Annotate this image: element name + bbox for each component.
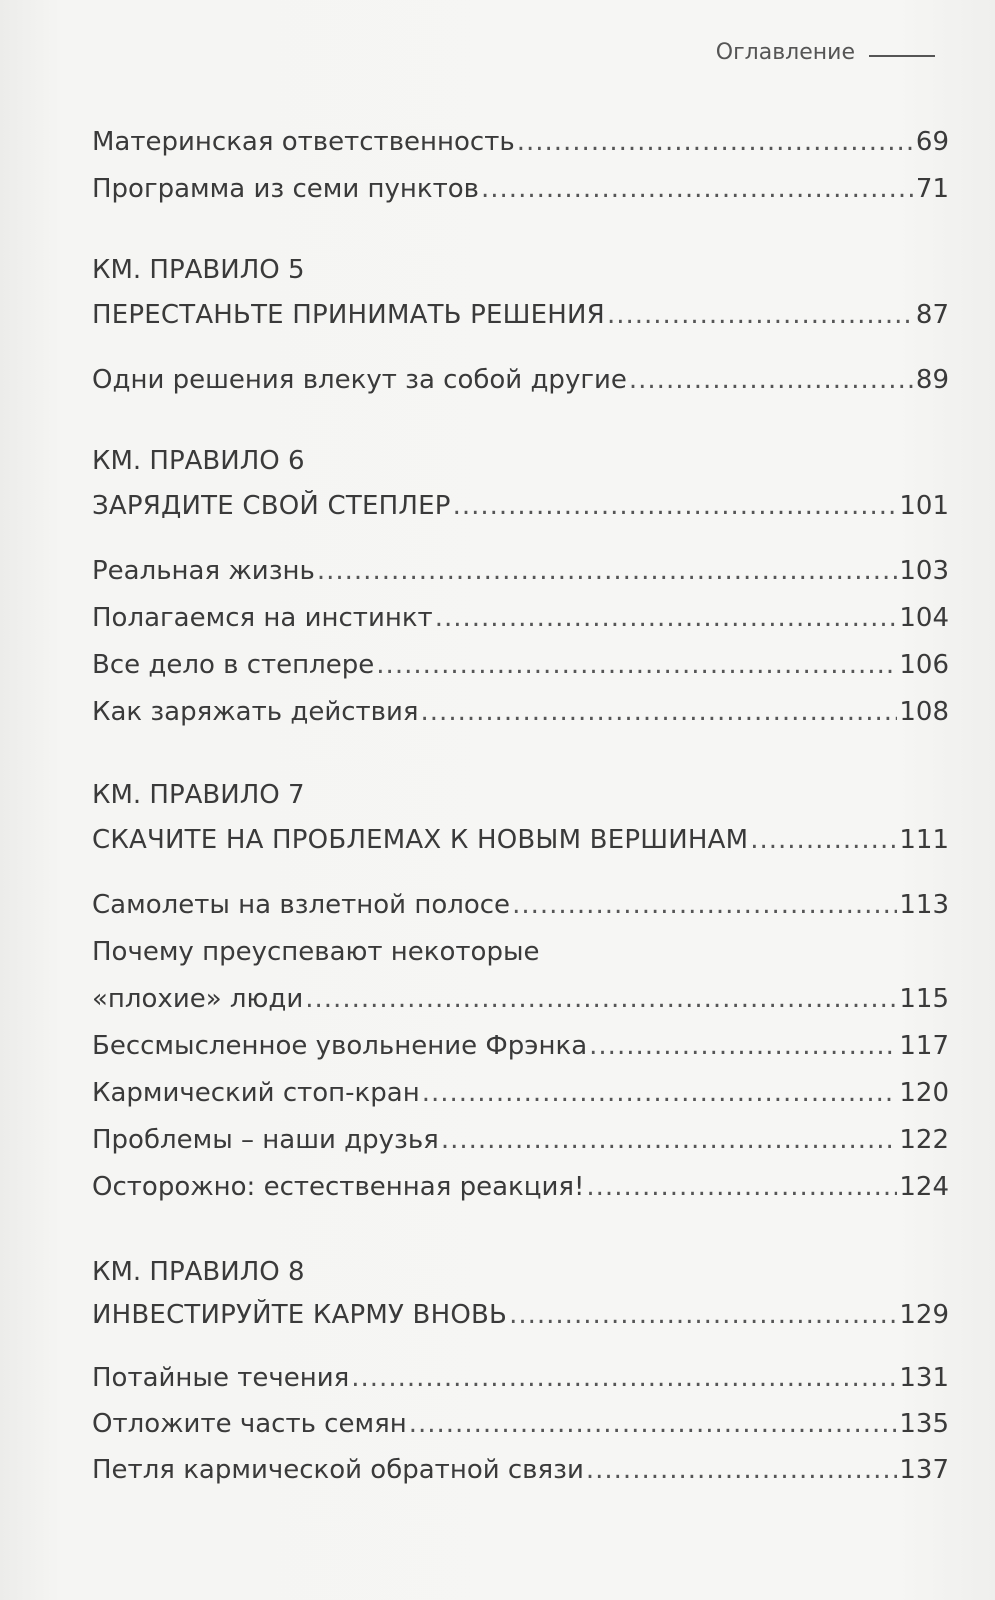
toc-chapter-entry	[92, 822, 949, 858]
toc-entry-title: Самолеты на взлетной полосе	[92, 890, 511, 920]
toc-entry-page: 131	[899, 1363, 949, 1393]
toc-entry-page: 115	[899, 984, 949, 1014]
toc-entry-title: Кармический стоп-кран	[92, 1078, 420, 1108]
dot-leader	[441, 1122, 898, 1158]
running-head-title: Оглавление	[715, 40, 855, 65]
dot-leader	[421, 694, 898, 730]
toc-entry-title: Материнская ответственность	[92, 127, 515, 157]
toc-entry-page: 104	[899, 603, 949, 633]
toc-entry-title: СКАЧИТЕ НА ПРОБЛЕМАХ К НОВЫМ ВЕРШИНАМ	[92, 825, 749, 855]
toc-entry	[92, 362, 949, 398]
dot-leader	[376, 647, 897, 683]
dot-leader	[586, 1169, 897, 1205]
dot-leader	[512, 887, 897, 923]
toc-entry	[92, 694, 949, 730]
toc-entry-page: 87	[915, 300, 949, 330]
dot-leader	[750, 822, 897, 858]
toc-entry-title: «плохие» люди	[92, 984, 304, 1014]
toc-entry	[92, 1122, 949, 1158]
toc-entry	[92, 1169, 949, 1205]
dot-leader	[589, 1028, 897, 1064]
toc-entry-title: Проблемы – наши друзья	[92, 1125, 439, 1155]
dot-leader	[629, 362, 914, 398]
toc-chapter-entry	[92, 1297, 949, 1333]
dot-leader	[305, 981, 897, 1017]
dot-leader	[435, 600, 898, 636]
toc-entry-title: Реальная жизнь	[92, 556, 315, 586]
toc-entry-title: Потайные течения	[92, 1363, 350, 1393]
toc-entry-page: 103	[899, 556, 949, 586]
toc-entry-page: 89	[915, 365, 949, 395]
toc-entry-page: 124	[899, 1172, 949, 1202]
toc-chapter-entry	[92, 297, 949, 333]
dot-leader	[317, 553, 898, 589]
dot-leader	[509, 1297, 897, 1333]
toc-entry-page: 120	[899, 1078, 949, 1108]
running-head-rule	[869, 55, 935, 57]
running-head	[716, 40, 935, 65]
dot-leader	[607, 297, 914, 333]
toc-entry-title: ИНВЕСТИРУЙТЕ КАРМУ ВНОВЬ	[92, 1300, 508, 1330]
toc-entry-page: 108	[899, 697, 949, 727]
toc-entry	[92, 124, 949, 160]
toc-entry	[92, 1075, 949, 1111]
dot-leader	[351, 1360, 897, 1396]
dot-leader	[453, 488, 898, 524]
toc-entry-title: ЗАРЯДИТЕ СВОЙ СТЕПЛЕР	[92, 491, 451, 521]
chapter-rule-label: КМ. ПРАВИЛО 6	[92, 446, 305, 476]
toc-entry-title: Бессмысленное увольнение Фрэнка	[92, 1031, 588, 1061]
chapter-rule-label: КМ. ПРАВИЛО 7	[92, 780, 305, 810]
chapter-rule-label: КМ. ПРАВИЛО 8	[92, 1257, 305, 1287]
dot-leader	[586, 1452, 897, 1488]
toc-entry-page: 106	[899, 650, 949, 680]
toc-entry-page: 71	[915, 174, 949, 204]
toc-entry-page: 122	[899, 1125, 949, 1155]
chapter-rule-label: КМ. ПРАВИЛО 5	[92, 255, 305, 285]
dot-leader	[481, 171, 914, 207]
toc-entry-title: Осторожно: естественная реакция!	[92, 1172, 585, 1202]
toc-entry-title: Одни решения влекут за собой другие	[92, 365, 627, 395]
toc-entry-page: 101	[899, 491, 949, 521]
toc-entry-page: 69	[915, 127, 949, 157]
toc-entry	[92, 553, 949, 589]
toc-entry	[92, 1360, 949, 1396]
toc-entry	[92, 600, 949, 636]
toc-entry-title: Отложите часть семян	[92, 1409, 407, 1439]
dot-leader	[409, 1406, 898, 1442]
toc-chapter-entry	[92, 488, 949, 524]
toc-entry-page: 111	[899, 825, 949, 855]
toc-entry-title-line1: Почему преуспевают некоторые	[92, 937, 540, 967]
dot-leader	[422, 1075, 898, 1111]
dot-leader	[517, 124, 914, 160]
toc-entry-title: Программа из семи пунктов	[92, 174, 480, 204]
toc-entry-title: Полагаемся на инстинкт	[92, 603, 433, 633]
toc-entry	[92, 1406, 949, 1442]
toc-entry-title: Как заряжать действия	[92, 697, 419, 727]
toc-entry	[92, 1452, 949, 1488]
toc-entry	[92, 171, 949, 207]
toc-entry-title: Все дело в степлере	[92, 650, 375, 680]
toc-entry-page: 117	[899, 1031, 949, 1061]
toc-entry	[92, 647, 949, 683]
toc-entry-title: ПЕРЕСТАНЬТЕ ПРИНИМАТЬ РЕШЕНИЯ	[92, 300, 605, 330]
toc-entry-page: 129	[899, 1300, 949, 1330]
toc-entry-page: 137	[899, 1455, 949, 1485]
toc-entry	[92, 981, 949, 1017]
toc-entry	[92, 1028, 949, 1064]
toc-entry-title: Петля кармической обратной связи	[92, 1455, 584, 1485]
toc-entry	[92, 887, 949, 923]
toc-entry-page: 113	[899, 890, 949, 920]
toc-entry-page: 135	[899, 1409, 949, 1439]
